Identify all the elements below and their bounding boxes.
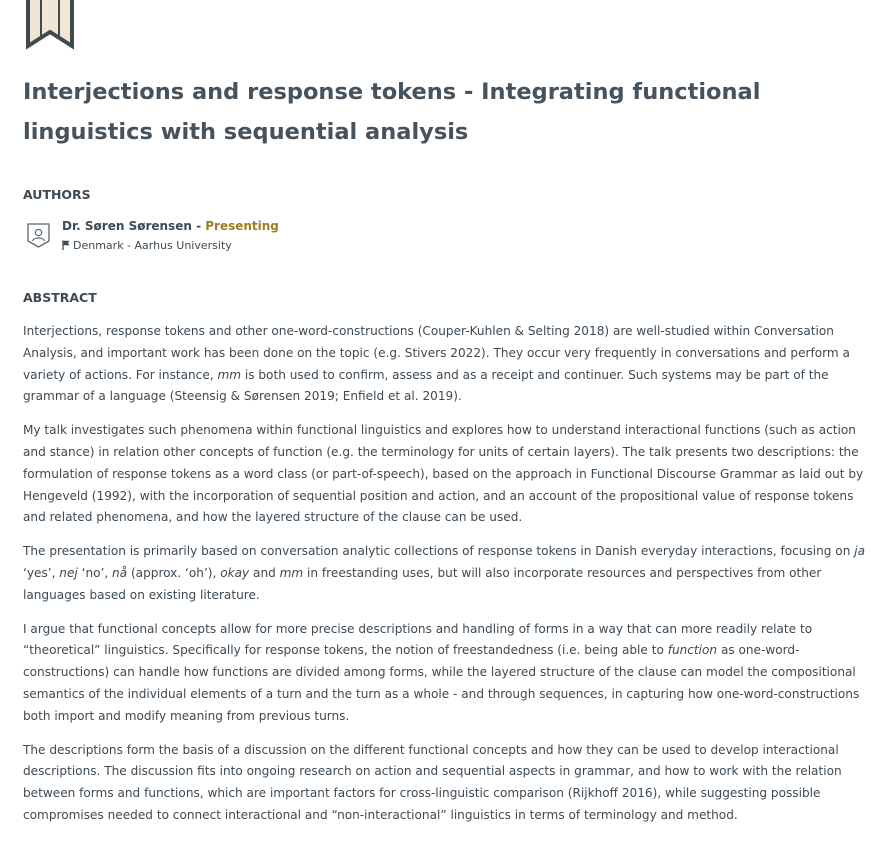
authors-heading: AUTHORS	[23, 187, 91, 202]
user-badge-icon	[26, 222, 51, 249]
text: The presentation is primarily based on conversation analytic collections of response tokens in Danish everyday interactions, focusing on	[23, 544, 855, 559]
author-name[interactable]: Dr. Søren Sørensen	[62, 219, 192, 233]
presenting-badge: Presenting	[205, 219, 279, 233]
italic-term: nå	[112, 565, 128, 580]
text: ‘no’,	[77, 565, 113, 580]
italic-term: nej	[59, 565, 78, 580]
text: in freestanding uses, but will also incorporate resources and perspectives from other languages based on existing literature.	[23, 565, 822, 602]
abstract-paragraph-3	[23, 541, 868, 606]
text: and	[249, 565, 280, 580]
abstract-paragraph-1	[23, 321, 868, 408]
text: is both used to confirm, assess and as a receipt and continuer. Such systems may be part of the grammar of a language (Steensig & Sørensen 2019; Enfield et al. 2019).	[23, 367, 829, 404]
abstract-paragraph-4	[23, 619, 868, 728]
abstract-paragraph-5: The descriptions form the basis of a discussion on the different functional concepts and how they can be used to develop interactional descriptions. The discussion fits into ongoing research on action and sequential aspects in grammar, and how to work with the relation between forms and functions, which are important factors for cross-linguistic comparison (Rijkhoff 2016), while suggesting possible compromises needed to connect interactional and “non-interactional” linguistics in terms of terminology and method.	[23, 742, 842, 822]
flag-icon	[62, 240, 70, 250]
italic-term: mm	[279, 565, 304, 580]
abstract-body	[23, 321, 868, 839]
text: ‘yes’,	[23, 565, 60, 580]
text: I argue that functional concepts allow for more precise descriptions and handling of forms in a way that can more readily relate to “theoretical” linguistics. Specifically for response tokens, the notion of freestandedness (i.e. being able to	[23, 621, 813, 658]
abstract-paragraph-2: My talk investigates such phenomena within functional linguistics and explores how to understand interactional functions (such as action and stance) in relation other concepts of function (e.g. the terminology for units of certain layers). The talk presents two descriptions: the formulation of response tokens as a word class (or part-of-speech), based on the approach in Functional Discourse Grammar as laid out by Hengeveld (1992), with the incorporation of sequential position and action, and an account of the propositional value of response tokens and related phenomena, and how the layered structure of the clause can be used.	[23, 423, 864, 525]
bookmark-icon[interactable]	[26, 0, 74, 51]
author-affiliation	[62, 239, 232, 252]
page-title: Interjections and response tokens - Integrating functional linguistics with sequential analysis	[23, 79, 761, 145]
italic-term: okay	[220, 565, 250, 580]
author-name-line	[62, 219, 279, 233]
italic-term: ja	[854, 544, 865, 559]
italic-term: function	[667, 643, 718, 658]
italic-term: mm	[217, 367, 242, 382]
author-entry	[26, 219, 426, 259]
abstract-heading: ABSTRACT	[23, 290, 97, 305]
text: Interjections, response tokens and other one-word-constructions (Couper-Kuhlen & Selting 2018) are well-studied within Conversation Analysis, and important work has been done on the topic (e.g. Stivers 2022). They occur very frequently in conversations and perform a variety of actions. For instance,	[23, 324, 850, 382]
text: as one-word-constructions) can handle how functions are divided among forms, while the layered structure of the clause can model the compositional semantics of the individual elements of a turn and the turn as a whole - and through sequences, in capturing how one-word-constructions both import and modify meaning from previous turns.	[23, 643, 860, 723]
text: (approx. ‘oh’),	[127, 565, 221, 580]
author-separator: -	[191, 219, 206, 233]
affiliation-text: Denmark - Aarhus University	[73, 239, 232, 252]
